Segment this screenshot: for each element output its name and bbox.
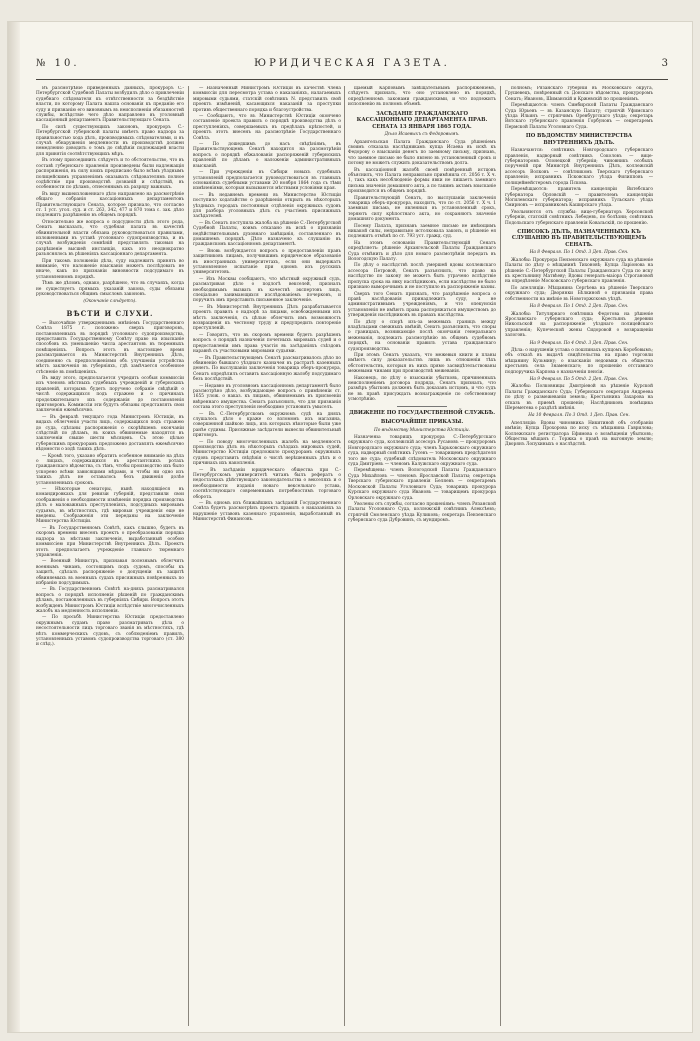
paragraph: — Назначенный Министромъ Юстиціи въ качествѣ члена коммиссіи для пересмотра устава о наказаніяхъ, налагаемыхъ мировыми судьями, статскій совѣтникъ N. представилъ свой проектъ измѣненій, касающихся наказаній за проступки противъ общественнаго порядка и благоустройства. [193, 86, 341, 113]
paragraph: полномъ; Рязанскаго губерніи въ Московскаго округа, Грушевецъ, повѣренный съ Донскаго вѣдомства, прокуроромъ Сенатъ; Ивановъ, Шиманскій и Кржевскій по прошеніямъ. [505, 86, 653, 102]
paragraph: — Нѣкоторые сенаторы, нынѣ находящіеся въ командировкахъ для ревизіи губерній, представили свои соображенія о необходимости измѣненія порядка производства дѣлъ о маловажныхъ преступленіяхъ, подсудныхъ мировымъ судьямъ, въ мѣстностяхъ, гдѣ мировыя учрежденія еще не введены. Соображенія эти переданы на заключеніе Министерства Юстиціи. [36, 487, 184, 525]
paragraph: — Въ одномъ изъ ближайшихъ засѣданій Государственнаго Совѣта будетъ разсмотрѣнъ проектъ правилъ о наказаніяхъ за нарушеніе уставовъ казеннаго управленія, выработанный въ Министерствѣ Финансовъ. [193, 501, 341, 523]
column-divider [344, 86, 345, 1026]
paragraph: Тѣмъ же дѣломъ, однако, разрѣшено, что въ случаяхъ, когда не существуетъ прямыхъ указаній закона, суды обязаны руководствоваться общимъ смысломъ законовъ. [36, 281, 184, 298]
subheading: На 10 Февраля. По 3 Отд. 1 Деп. Прав. Сен. [528, 413, 630, 419]
paragraph: — Въ засѣданіи юридическаго общества при С.-Петербургскомъ университетѣ читанъ былъ рефератъ о недостаткахъ дѣйствующаго законодательства о векселяхъ и о необходимости изданія новаго вексельнаго устава, соотвѣтствующаго современнымъ потребностямъ торговаго оборота. [193, 467, 341, 500]
article-heading: СПИСОКЪ ДѢЛЪ, НАЗНАЧЕННЫХЪ КЪ СЛУШАНІЮ ВЪ ПРАВИТЕЛЬСТВУЮЩЕМЪ СЕНАТѢ. [511, 228, 647, 248]
column-2 [193, 86, 341, 1026]
paragraph: Апелляціи: Вдовы чиновника Никитиной объ отобраніи имѣнія; Купца Прохорова по иску съ мѣщанина Гаврилова; Коллежскаго регистратора Ефимова о возмѣщеніи убытковъ; Общества мѣщанъ г. Торжка о правѣ на выгонную землю; Дворянъ Лопухиныхъ о наслѣдствѣ. [505, 420, 653, 448]
subheading: Дѣло Исаевыхъ съ Федоровымъ. [384, 132, 460, 138]
paragraph: Уволены отъ службы, согласно прошеніямъ: членъ Рязанской Палаты Уголовнаго Суда, коллежскій совѣтникъ Алексѣевъ; стряпчій Смоленскаго уѣзда Куликовъ; секретарь Пензенскаго губернскаго суда Дубровинъ, съ мундиромъ. [348, 501, 496, 524]
paragraph: Правительствующій Сенатъ, по выслушаніи заключенія товарища оберъ-прокурора, находитъ, что по ст. 2056 т. X ч. 1 заемныя письма, не явленныя въ установленный срокъ, теряютъ силу крѣпостнаго акта, но сохраняютъ значеніе домашняго документа. [348, 195, 496, 223]
paragraph: Дѣла: о нарушеніи устава о пошлинахъ купцомъ Коробовымъ; объ отказѣ въ выдачѣ свидѣтельства на право торговли мѣщанину Кузьмину; о взысканіи недоимки съ общества крестьянъ села Знаменскаго; по прошенію отставнаго подпоручика Карпова о назначеніи пенсіи. [505, 347, 653, 375]
paragraph: — Въ Правительствующемъ Сенатѣ разсматривалось дѣло по обвиненію бывшаго уѣзднаго казначея въ растратѣ казенныхъ денегъ. По выслушаніи заключенія товарища оберъ-прокурора, Сенатъ опредѣлилъ оставить кассаціонную жалобу подсудимаго безъ послѣдствій. [193, 355, 341, 383]
paragraph: Въ виду вышеизложеннаго дѣло направлено на разсмотрѣніе общаго собранія кассаціонныхъ департаментовъ Правительствующаго Сената, которое признало, что согласно ст. 1 уст. угол. суд. и ст. 263, 342, 477 и 870 тома с. зак. дѣло подлежитъ разрѣшенію въ общемъ порядкѣ. [36, 191, 184, 219]
column-1 [36, 86, 184, 1026]
issue-number: № 10. [36, 58, 80, 69]
paragraph: — Кромѣ того, указано обратить особенное вниманіе на дѣла о лицахъ, содержащихся въ арестантскихъ ротахъ гражданскаго вѣдомства, съ тѣмъ, чтобы производство ихъ было ускорено всѣми зависящими мѣрами, и чтобы ни одно изъ такихъ дѣлъ не оставалось безъ движенія долѣе установленныхъ срококъ. [36, 453, 184, 486]
binding-gutter [8, 22, 20, 1032]
paragraph: По силѣ существующихъ законовъ, прокуроръ С.-Петербургской губернской палаты имѣетъ право надзора за правильностью хода дѣлъ, производимыхъ слѣдователями, и въ случаѣ обнаруженія медленности въ производствѣ должен немедленно доводить о томъ до свѣдѣнія подлежащей власти для принятія соотвѣтствующихъ мѣръ. [36, 124, 184, 157]
page-header [36, 58, 668, 76]
paragraph: щаемый Карповымъ завѣщательнымъ распоряженіемъ, слѣдуетъ признать, что оно установлено въ порядкѣ, опредѣленномъ законами гражданскими, и что подлежитъ исполненію въ полномъ объемѣ. [348, 86, 496, 108]
header-rule [36, 79, 668, 80]
paragraph: Архангельская Палата Гражданскаго Суда рѣшеніемъ своимъ отказала наслѣдникамъ купца Исаева въ искѣ къ Федорову о взысканіи денегъ по заемному письму, признавъ, что заемное письмо не было явлено въ установленный срокъ и потому не можетъ служить доказательствомъ долга. [348, 139, 496, 167]
article-heading: ЗАСѢДАНІЕ ГРАЖДАНСКАГО КАССАЦІОННАГО ДЕПАРТАМЕНТА ПРАВ. СЕНАТА 13 ЯНВАРЯ 1865 ГОДА. [356, 110, 488, 130]
paragraph: Относительно же вопроса о подсудности дѣлъ этого рода, Сенатъ высказалъ, что судебная палата въ качествѣ обвинительной власти обязана руководствоваться правилами, изложенными въ уставѣ уголовнаго судопроизводства, и въ случаѣ возбужденія сомнѣній представлять таковыя на разрѣшеніе высшей инстанціи, какъ это неоднократно разъяснялось въ рѣшеніяхъ кассаціоннаго департамента. [36, 219, 184, 258]
paragraph: Сверхъ того Сенатъ призналъ, что разрѣшеніе вопроса о правѣ наслѣдованія принадлежитъ суду, а не административнымъ учрежденіямъ, и что опекунскія установленія не имѣютъ права распоряжаться имуществомъ до утвержденія наслѣдниковъ въ правахъ наслѣдства. [348, 291, 496, 319]
paragraph: По дѣлу о наслѣдствѣ послѣ умершей вдовы коллежскаго ассесора Петровой, Сенатъ разъяснилъ, что право на наслѣдство по закону не можетъ быть утрачено вслѣдствіе пропуска срока на явку наслѣдниковъ, если наслѣдство не было признано выморочнымъ и не поступило въ распоряженіе казны. [348, 263, 496, 291]
paragraph: При этомъ Сенатъ указалъ, что межевыя книги и планы имѣютъ силу доказательствъ лишь въ отношеніи тѣхъ обстоятельствъ, которыя въ нихъ прямо засвидѣтельствованы межевыми чинами при производствѣ межеванія. [348, 352, 496, 375]
paragraph: Въ кассаціонной жалобѣ своей повѣренный истцовъ объяснилъ, что Палата неправильно примѣнила ст. 2056 т. X ч. 1, такъ какъ несоблюденіе формы явки не лишаетъ заемнаго письма значенія домашняго акта, а по такимъ актамъ взысканіе производится въ общемъ порядкѣ. [348, 167, 496, 195]
subheading: На 9 Февраля. По 5 Отд. 2 Деп. Прав. Сен. [529, 376, 629, 382]
paragraph: — Въ февралѣ текущаго года Министромъ Юстиціи, въ видахъ облегченія участи лицъ, содержащихся подъ стражею до суда, сдѣланы распоряженія о скорѣйшемъ окончаніи слѣдствій по дѣламъ, въ коихъ обвиняемые находятся въ заключеніи свыше шести мѣсяцевъ. Съ этою цѣлью губернскимъ прокурорамъ предложено доставлять ежемѣсячно вѣдомости о ходѣ такихъ дѣлъ. [36, 414, 184, 453]
paragraph: По дѣлу о спорѣ изъ-за межевыхъ границъ между владѣльцами смежныхъ имѣній, Сенатъ разъяснилъ, что споры о границахъ, возникающіе послѣ окончанія генеральнаго межеванія, подлежатъ разсмотрѣнію въ общемъ судебномъ порядкѣ, на основаніи правилъ устава гражданскаго судопроизводства. [348, 319, 496, 352]
paragraph: — Въ Сенатъ поступила жалоба на рѣшеніе С.-Петербургской Судебной Палаты, коимъ отказано въ искѣ о признаніи недѣйствительнымъ духовнаго завѣщанія, составленнаго въ домашнемъ порядкѣ. Дѣло назначено къ слушанію въ гражданскомъ кассаціонномъ департаментѣ. [193, 220, 341, 248]
paragraph: — Высочайше утвержденнымъ мнѣніемъ Государственнаго Совѣта 1875 г. положено: сверхъ приговоровъ, постановленныхъ въ порядкѣ уголовнаго судопроизводства, предоставить Государственному Совѣту право на изысканіе способовъ къ уменьшенію числа арестантовъ въ тюремныхъ помѣщеніяхъ. Вопросъ этотъ въ настоящее время разсматривается въ Министерствѣ Внутреннихъ Дѣлъ, соединенно съ предположеніями объ улучшеніи устройства мѣстъ заключенія въ губерніяхъ, гдѣ замѣчается особенное стѣсненіе въ помѣщеніяхъ. [36, 320, 184, 375]
subheading: На 8 Февраля. По 1 Отд. 2 Деп. Прав. Сен. [529, 304, 629, 310]
subheading: (Окончаніе слѣдуетъ). [83, 299, 137, 305]
paragraph: Увольняются отъ службы: вице-губернаторъ Херсонской губерніи, статскій совѣтникъ Лебедевъ, по болѣзни; совѣтникъ Подольскаго губернскаго правленія Ковальскій, по прошенію. [505, 209, 653, 226]
paragraph: Въ этому присоединить слѣдуетъ и то обстоятельство, что въ составѣ губернскаго правленія произведены были надлежащія распоряженія, въ силу коихъ предписано было всѣмъ уѣзднымъ полицейскимъ управленіямъ оказывать слѣдователямъ полное содѣйствіе при производствѣ дознаній и слѣдствій, въ особенности по дѣламъ, отнесеннымъ къ разряду важныхъ. [36, 158, 184, 191]
paragraph: По апелляціи: Мѣщанина Сергѣева на рѣшеніе Тверскаго окружнаго суда; Дворянки Бѣлкиной о признаніи права собственности на имѣніе въ Новоторжскомъ уѣздѣ. [505, 285, 653, 302]
subheading: На 8 Февраля. По 1 Отд. 3 Деп. Прав. Сен. [529, 250, 629, 256]
paragraph: — Военный Министръ, признавая полезнымъ облегчить военнымъ чинамъ, состоящимъ подъ судомъ, способы къ защитѣ, сдѣлалъ распоряженіе о допущеніи къ защитѣ обвиняемыхъ въ военныхъ судахъ присяжныхъ повѣренныхъ по избранію подсудимыхъ. [36, 559, 184, 586]
paragraph: На этомъ основаніи Правительствующій Сенатъ опредѣляетъ: рѣшеніе Архангельской Палаты Гражданскаго Суда отмѣнить и дѣло для новаго разсмотрѣнія передать въ Вологодскую Палату. [348, 240, 496, 263]
paragraph: — Въ С.-Петербургскомъ окружномъ судѣ на дняхъ слушалось дѣло о краже со взломомъ изъ магазина, совершенной шайкою лицъ, изъ которыхъ нѣкоторые были уже ранѣе судимы. Присяжные засѣдатели вынесли обвинительный приговоръ. [193, 411, 341, 439]
paragraph: — Въ Государственномъ Совѣтѣ, какъ слышно, будетъ въ скоромъ времени внесенъ проектъ о преобразованіи порядка надзора за мѣстами заключенія, выработанный особою коммиссіею при Министерствѣ Внутреннихъ Дѣлъ. Проектъ этотъ предполагаетъ учрежденіе главнаго тюремнаго управленія. [36, 525, 184, 558]
paragraph: — По дошедшимъ до насъ свѣдѣніямъ, въ Правительствующемъ Сенатѣ находится на разсмотрѣніи вопросъ о порядкѣ обжалованія распоряженій губернскихъ правленій по дѣламъ о наложеніи административныхъ взысканій. [193, 142, 341, 169]
paragraph: Въ виду этого, предполагается учредить особыя коммиссіи изъ членовъ мѣстныхъ судебныхъ учрежденій и губернскихъ правленій, которымъ будетъ поручено собраніе свѣдѣній о числѣ содержащихся подъ стражею и о причинахъ продолжительнаго ихъ содержанія до постановленія приговоровъ. Коммиссіи эти будутъ обязаны представлять свои заключенія ежемѣсячно. [36, 375, 184, 414]
paragraph: — Вновь возбуждается вопросъ о предоставленіи правъ защитниковъ лицамъ, получившимъ юридическое образованіе въ иностранныхъ университетахъ, если они выдержатъ установленное испытаніе при одномъ изъ русскихъ университетовъ. [193, 248, 341, 276]
paragraph: При такомъ положеніи дѣла, суду надлежитъ принять во вниманіе, что наложеніе взысканія можетъ послѣдовать не иначе, какъ по признаніи виновности подсудимаго въ установленномъ порядкѣ. [36, 258, 184, 280]
column-4 [505, 86, 653, 1026]
paragraph: Назначаются: совѣтникъ Новгородскаго губернскаго правленія, надворный совѣтникъ Соколовъ — вице-губернаторомъ Олонецкой губерніи; чиновникъ особыхъ порученій при Министрѣ Внутреннихъ Дѣлъ, коллежскій ассесоръ Волковъ — совѣтникомъ Тверскаго губернскаго правленія; исправникъ Псковскаго уѣзда Филипповъ — полицеймейстеромъ города Пскова. [505, 148, 653, 186]
paragraph: — Въ Государственномъ Совѣтѣ на-дняхъ разсматривался вопросъ о порядкѣ исполненія рѣшеній по гражданскимъ дѣламъ, постановленныхъ въ губерніяхъ Сибири. Вопросъ этотъ возбужденъ Министромъ Юстиціи вслѣдствіе многочисленныхъ жалобъ на медленность исполненія. [36, 587, 184, 614]
paragraph: Посему Палата, признавъ заемное письмо не имѣющимъ никакой силы, неправильно истолковала законъ, и рѣшеніе ея подлежитъ отмѣнѣ по ст. 793 уст. гражд. суд. [348, 223, 496, 240]
page-number: 3 [661, 58, 668, 69]
section-separator [397, 406, 447, 407]
paragraph: — Изъ Москвы сообщаютъ, что мѣстный окружный судъ, разсматривая дѣло о подлогѣ векселей, призналъ необходимымъ вызвать въ качествѣ экспертовъ лицъ, спеціально занимающихся изслѣдованіемъ почерковъ, и поручилъ имъ представить письменное заключеніе. [193, 276, 341, 304]
paragraph: — При учрежденіи въ Сибири новыхъ судебныхъ установленій предполагается руководствоваться въ главныхъ основаніяхъ судебными уставами 20 ноября 1864 года съ тѣми измѣненіями, которыя вызываются мѣстными условіями края. [193, 170, 341, 192]
paragraph: Перемѣщаются: правитель канцеляріи Витебскаго губернатора Орловскій — правителемъ канцеляріи Могилевскаго губернатора; исправникъ Тульскаго уѣзда Смирновъ — исправникомъ Каширскаго уѣзда. [505, 187, 653, 209]
paragraph: Перемѣщены: членъ Вологодской Палаты Гражданскаго Суда Михайловъ — членомъ Ярославской Палаты; секретарь Тверскаго губернскаго правленія Беляевъ — секретаремъ Московской Палаты Уголовнаго Суда; товарищъ прокурора Курскаго окружнаго суда Ивановъ — товарищемъ прокурора Орловскаго окружнаго суда. [348, 468, 496, 501]
paragraph: — Въ недавнемъ времени въ Министерство Юстиціи поступило ходатайство о разрѣшеніи открыть въ нѣкоторыхъ уѣздныхъ городахъ постоянныя отдѣленія окружныхъ судовъ для разбора уголовныхъ дѣлъ съ участіемъ присяжныхъ засѣдателей. [193, 192, 341, 220]
newspaper-title: ЮРИДИЧЕСКАЯ ГАЗЕТА. [254, 58, 450, 69]
column-divider [500, 86, 501, 1026]
paragraph: Жалобы: Титулярнаго совѣтника Федотова на рѣшеніе Ярославскаго губернскаго суда; Крестьянъ деревни Никольской на распоряженіе уѣзднаго полицейскаго управленія; Купеческой жены Сидоровой о возвращеніи залоговъ. [505, 311, 653, 339]
paragraph: Жалобы: Полковницы Дмитріевой на рѣшеніе Курской Палаты Гражданскаго Суда; Губернскаго секретаря Андреева по дѣлу о размежеваніи земель; Крестьянина Захарова на отказъ въ приемѣ прошенія; Наслѣдниковъ помѣщика Шереметева о раздѣлѣ имѣнія. [505, 384, 653, 411]
newspaper-page [8, 22, 692, 1032]
paragraph: — Недавно въ уголовномъ кассаціонномъ департаментѣ было разсмотрѣно дѣло, возбуждающее вопросъ о примѣненіи ст. 1655 улож. о наказ. къ лицамъ, обвиняемымъ въ присвоеніи ввѣреннаго имущества. Сенатъ разъяснилъ, что для признанія состава этого преступленія необходимо установить умыселъ. [193, 383, 341, 411]
paragraph: Перемѣщаются: членъ Симбирской Палаты Гражданскаго Суда Юрьевъ — въ Казанскую Палату; стряпчій Уфимскаго уѣзда Ильинъ — стряпчимъ Оренбургскаго уѣзда; секретарь Вятскаго губернскаго правленія Горбуновъ — секретаремъ Пермской Палаты Уголовнаго Суда. [505, 103, 653, 130]
paragraph: — По просьбѣ Министерства Юстиціи предоставлено окружнымъ судамъ право разсматривать дѣла о несостоятельности лицъ торговаго званія въ мѣстностяхъ, гдѣ нѣтъ коммерческихъ судовъ, съ соблюденіемъ правилъ, установленныхъ уставомъ судопроизводства торговаго (ст. 380 и слѣд.). [36, 615, 184, 648]
article-heading: ПО ВѢДОМСТВУ МИНИСТЕРСТВА ВНУТРЕННИХЪ ДѢЛЪ. [525, 133, 633, 146]
paragraph: Назначены: товарищъ прокурора С.-Петербургскаго окружнаго суда, коллежскій ассесоръ Русановъ — прокуроромъ Новгородскаго окружнаго суда; членъ Харьковскаго окружнаго суда, надворный совѣтникъ Гусевъ — товарищемъ предсѣдателя того же суда; судебный слѣдователь Московскаго окружнаго суда Дмитріевъ — членомъ Калужскаго окружнаго суда. [348, 435, 496, 468]
paragraph: — Говорятъ, что въ скоромъ времени будетъ разрѣшенъ вопросъ о порядкѣ назначенія почетныхъ мировыхъ судей и о предоставленіи имъ права участія въ засѣданіяхъ съѣздовъ наравнѣ съ участковыми мировыми судьями. [193, 332, 341, 355]
paragraph: Жалобы: Прокурора Пензенскаго окружнаго суда на рѣшеніе Палаты по дѣлу о мѣщанинѣ Тихоновѣ; Купца Ларіонова на рѣшеніе С.-Петербургской Палаты Гражданскаго Суда по иску къ крестьянину Матвѣеву; Вдовы генералъ-маіора Строгановой на опредѣленіе Московскаго губернскаго правленія. [505, 257, 653, 285]
article-heading: ВЫСОЧАЙШІЕ ПРИКАЗЫ. [380, 419, 464, 426]
paragraph: — Сообщаютъ, что въ Министерствѣ Юстиціи окончено составленіе проекта правилъ о порядкѣ производства дѣлъ о преступленіяхъ, совершаемыхъ въ предѣлахъ крѣпостей, и проектъ этотъ внесенъ на разсмотрѣніе Государственнаго Совѣта. [193, 114, 341, 141]
column-3 [348, 86, 496, 1026]
paragraph: — Въ Министерствѣ Внутреннихъ Дѣлъ разрабатывается проектъ правилъ о надзорѣ за лицами, освобожденными изъ мѣстъ заключенія, съ цѣлью облегчить имъ возможность возвращенія къ честному труду и предупредить повтореніе преступленій. [193, 304, 341, 332]
subheading: По вѣдомству Министерства Юстиціи. [373, 427, 471, 433]
paragraph: Наконецъ, по дѣлу о взысканіи убытковъ, причиненныхъ неисполненіемъ договора подряда, Сенатъ призналъ, что размѣръ убытковъ долженъ быть доказанъ истцомъ, и что судъ не въ правѣ присуждать вознагражденіе по собственному усмотрѣнію. [348, 375, 496, 403]
article-heading: ДВИЖЕНІЕ ПО ГОСУДАРСТВЕННОЙ СЛУЖБѢ. [348, 409, 496, 416]
section-heading: ВѢСТИ И СЛУХИ. [66, 308, 154, 318]
paragraph: — По поводу многочисленныхъ жалобъ на медленность производства дѣлъ въ нѣкоторыхъ съѣздахъ мировыхъ судей, Министерство Юстиціи предложило прокурорамъ окружныхъ судовъ представить свѣдѣнія о числѣ нерѣшенныхъ дѣлъ и о причинахъ ихъ накопленія. [193, 439, 341, 467]
column-divider [188, 86, 189, 1026]
subheading: На 9 Февраля. По 4 Отд. 3 Деп. Прав. Сен. [529, 340, 629, 346]
paragraph: Въ разсмотрѣніе приведенныхъ данныхъ, прокуроръ С.-Петербургской Судебной Палаты возбудилъ дѣло о привлеченіи судебнаго слѣдователя къ отвѣтственности за бездѣйствіе власти, по которому Палата нашла основанія къ преданію его суду и признанію его виновнымъ въ неисполненіи обязанностей службы, вслѣдствіе чего дѣло направлено въ уголовный кассаціонный департаментъ Правительствующаго Сената. [36, 86, 184, 124]
